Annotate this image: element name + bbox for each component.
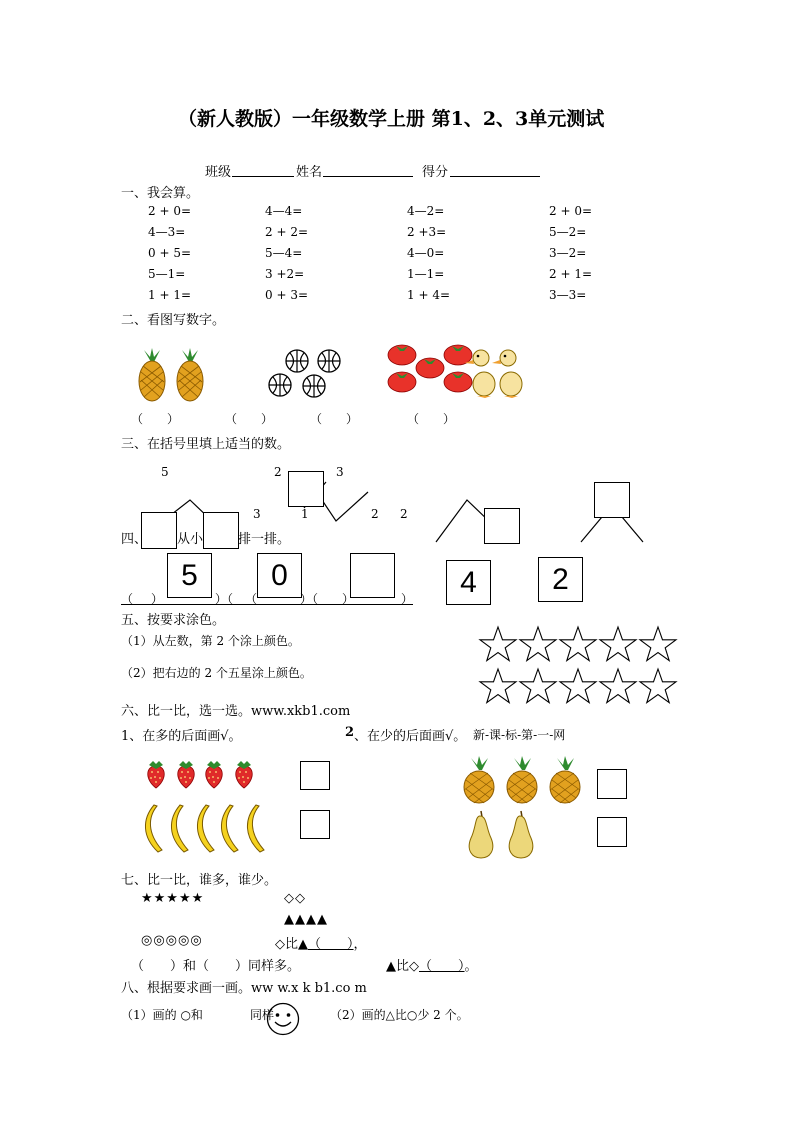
compare-suffix: 。 bbox=[464, 959, 478, 974]
equation: 4—2= bbox=[407, 204, 445, 218]
order-paren: （ bbox=[121, 592, 134, 606]
check-box[interactable] bbox=[597, 817, 627, 847]
compare-question-2-number: 2 bbox=[345, 725, 355, 740]
section-5-heading: 五、按要求涂色。 bbox=[121, 613, 226, 628]
coloring-question-2: （2）把右边的 2 个五星涂上颜色。 bbox=[121, 666, 312, 680]
order-paren: ） bbox=[342, 592, 355, 606]
check-box[interactable] bbox=[597, 769, 627, 799]
pineapples-picture bbox=[460, 756, 590, 806]
bond-number: 3 bbox=[336, 465, 344, 479]
same-amount-line: （ ）和（ ）同样多。 bbox=[131, 959, 301, 974]
page-title: （新人教版）一年级数学上册 第1、2、3单元测试 bbox=[178, 108, 605, 130]
number-card bbox=[350, 553, 395, 598]
order-paren: ） bbox=[401, 592, 414, 606]
bananas-picture bbox=[138, 803, 273, 855]
number-card: 0 bbox=[257, 553, 302, 598]
equation: 2 + 0= bbox=[148, 204, 192, 218]
section-3-heading: 三、在括号里填上适当的数。 bbox=[121, 437, 291, 452]
name-label: 姓名 bbox=[296, 165, 323, 180]
order-paren: ）（ bbox=[215, 592, 234, 606]
bond-answer-box[interactable] bbox=[594, 482, 630, 518]
answer-blank[interactable]: （ ） bbox=[225, 412, 274, 426]
equation: 5—4= bbox=[265, 246, 303, 260]
number-card: 5 bbox=[167, 553, 212, 598]
equation: 1 + 1= bbox=[148, 288, 192, 302]
triangles: ▲▲▲▲ bbox=[284, 912, 328, 927]
section-8-heading: 八、根据要求画一画。ww w.x k b1.co m bbox=[121, 981, 367, 996]
equation: 4—4= bbox=[265, 204, 303, 218]
order-paren: ） bbox=[151, 592, 164, 606]
equation: 3—2= bbox=[549, 246, 587, 260]
section-1-heading: 一、我会算。 bbox=[121, 186, 200, 201]
equation: 2 + 2= bbox=[265, 225, 309, 239]
strawberries-picture bbox=[143, 758, 263, 792]
drawing-question-1-tail: 同样 bbox=[250, 1008, 275, 1022]
equation: 4—3= bbox=[148, 225, 186, 239]
compare-text: ▲比◇ bbox=[386, 959, 419, 974]
bond-number: 2 bbox=[371, 507, 379, 521]
answer-blank[interactable]: （ ） bbox=[310, 412, 359, 426]
coloring-question-1: （1）从左数，第 2 个涂上颜色。 bbox=[121, 634, 300, 648]
compare-text: ◇比▲ bbox=[275, 937, 308, 952]
equation: 3—3= bbox=[549, 288, 587, 302]
compare-suffix: ， bbox=[353, 937, 367, 952]
compare-question-2: 、在少的后面画√。 bbox=[354, 729, 467, 744]
compare-diamond-triangle bbox=[275, 933, 367, 952]
equation: 5—2= bbox=[549, 225, 587, 239]
class-label: 班级 bbox=[205, 165, 232, 180]
watermark-text: 新-课-标-第-一-网 bbox=[473, 728, 566, 742]
equation: 2 + 1= bbox=[549, 267, 593, 281]
circles: ◎◎◎◎◎ bbox=[141, 933, 203, 948]
section-4-heading: 四、 bbox=[121, 532, 148, 547]
order-underline bbox=[121, 604, 413, 605]
drawing-question-2: （2）画的△比○少 2 个。 bbox=[330, 1008, 469, 1022]
compare-blank[interactable]: （ ） bbox=[308, 937, 354, 952]
equation: 2 +3= bbox=[407, 225, 447, 239]
bond-number: 3 bbox=[253, 507, 261, 521]
equation: 1—1= bbox=[407, 267, 445, 281]
bond-number: 5 bbox=[161, 465, 169, 479]
answer-blank[interactable]: （ ） bbox=[131, 412, 180, 426]
bond-number: 2 bbox=[274, 465, 282, 479]
bond-answer-box[interactable] bbox=[484, 508, 520, 544]
equation: 3 +2= bbox=[265, 267, 305, 281]
bond-number: 1 bbox=[301, 507, 309, 521]
answer-blank[interactable]: （ ） bbox=[407, 412, 456, 426]
equation: 4—0= bbox=[407, 246, 445, 260]
section-4-heading-tail: 从小 bbox=[177, 532, 204, 547]
section-6-heading: 六、比一比，选一选。www.xkb1.com bbox=[121, 704, 351, 719]
equation: 0 + 3= bbox=[265, 288, 309, 302]
diamonds: ◇◇ bbox=[284, 891, 306, 906]
number-card: 2 bbox=[538, 557, 583, 602]
section-2-heading: 二、看图写数字。 bbox=[121, 313, 226, 328]
compare-triangle-diamond bbox=[386, 955, 478, 974]
score-label: 得分 bbox=[422, 165, 449, 180]
black-stars: ★★★★★ bbox=[141, 891, 205, 906]
section-7-heading: 七、比一比，谁多，谁少。 bbox=[121, 873, 278, 888]
bond-number: 2 bbox=[400, 507, 408, 521]
order-paren: ）（ bbox=[300, 592, 319, 606]
compare-blank[interactable]: （ ） bbox=[419, 959, 465, 974]
bond-answer-box[interactable] bbox=[203, 512, 239, 549]
equation: 2 + 0= bbox=[549, 204, 593, 218]
number-card: 4 bbox=[446, 560, 491, 605]
pears-picture bbox=[466, 810, 546, 860]
equation: 0 + 5= bbox=[148, 246, 192, 260]
smiley-face-icon bbox=[266, 1002, 300, 1036]
compare-question-1: 1、在多的后面画√。 bbox=[121, 729, 242, 744]
check-box[interactable] bbox=[300, 810, 330, 839]
drawing-question-1: （1）画的 ○和 bbox=[121, 1008, 203, 1022]
bond-answer-box[interactable] bbox=[288, 471, 324, 507]
equation: 1 + 4= bbox=[407, 288, 451, 302]
star-rows[interactable] bbox=[478, 626, 683, 706]
check-box[interactable] bbox=[300, 761, 330, 790]
section-4-heading-tail: 排一排。 bbox=[238, 532, 291, 547]
equation: 5—1= bbox=[148, 267, 186, 281]
order-paren: （ bbox=[245, 592, 258, 606]
